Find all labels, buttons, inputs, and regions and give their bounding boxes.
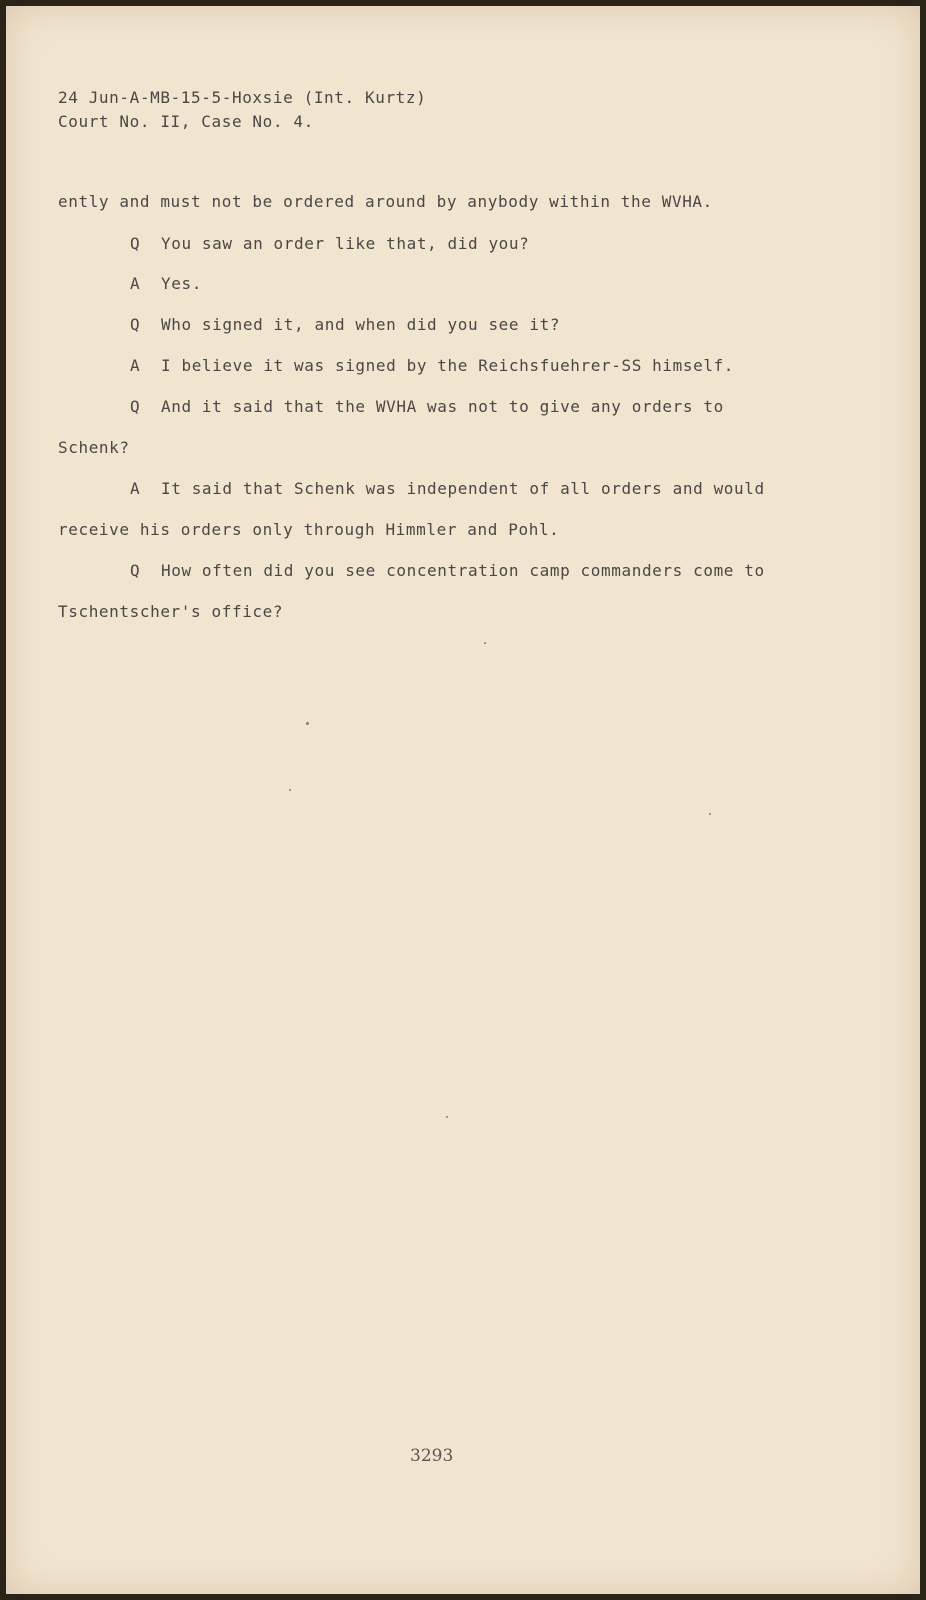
paper-speck <box>709 813 711 815</box>
speaker-label: A <box>130 479 141 498</box>
transcript-line <box>58 192 713 211</box>
transcript-text: receive his orders only through Himmler and Pohl. <box>58 520 560 539</box>
page-number: 3293 <box>410 1446 454 1466</box>
paper-speck <box>289 789 291 791</box>
paper-speck <box>306 722 309 725</box>
transcript-text: Schenk? <box>58 438 130 457</box>
transcript-text: Tschentscher's office? <box>58 602 284 621</box>
case-header-line-2: Court No. II, Case No. 4. <box>58 112 314 131</box>
speaker-label: Q <box>130 234 141 253</box>
transcript-line <box>58 602 283 621</box>
document-page <box>6 6 920 1594</box>
paper-speck <box>446 1116 448 1118</box>
transcript-text: And it said that the WVHA was not to give any orders to <box>161 397 724 416</box>
paper-speck <box>484 642 486 644</box>
transcript-line <box>58 520 559 539</box>
speaker-label: Q <box>130 397 141 416</box>
transcript-text: You saw an order like that, did you? <box>161 234 530 253</box>
transcript-text: It said that Schenk was independent of all orders and would <box>161 479 765 498</box>
transcript-text: Who signed it, and when did you see it? <box>161 315 561 334</box>
speaker-label: A <box>130 274 141 293</box>
transcript-text: ently and must not be ordered around by anybody within the WVHA. <box>58 192 713 211</box>
transcript-line <box>58 438 130 457</box>
transcript-text: How often did you see concentration camp commanders come to <box>161 561 765 580</box>
transcript-text: Yes. <box>161 274 202 293</box>
speaker-label: Q <box>130 561 141 580</box>
case-header-line-1: 24 Jun-A-MB-15-5-Hoxsie (Int. Kurtz) <box>58 88 427 107</box>
speaker-label: Q <box>130 315 141 334</box>
transcript-text: I believe it was signed by the Reichsfuehrer-SS himself. <box>161 356 735 375</box>
speaker-label: A <box>130 356 141 375</box>
